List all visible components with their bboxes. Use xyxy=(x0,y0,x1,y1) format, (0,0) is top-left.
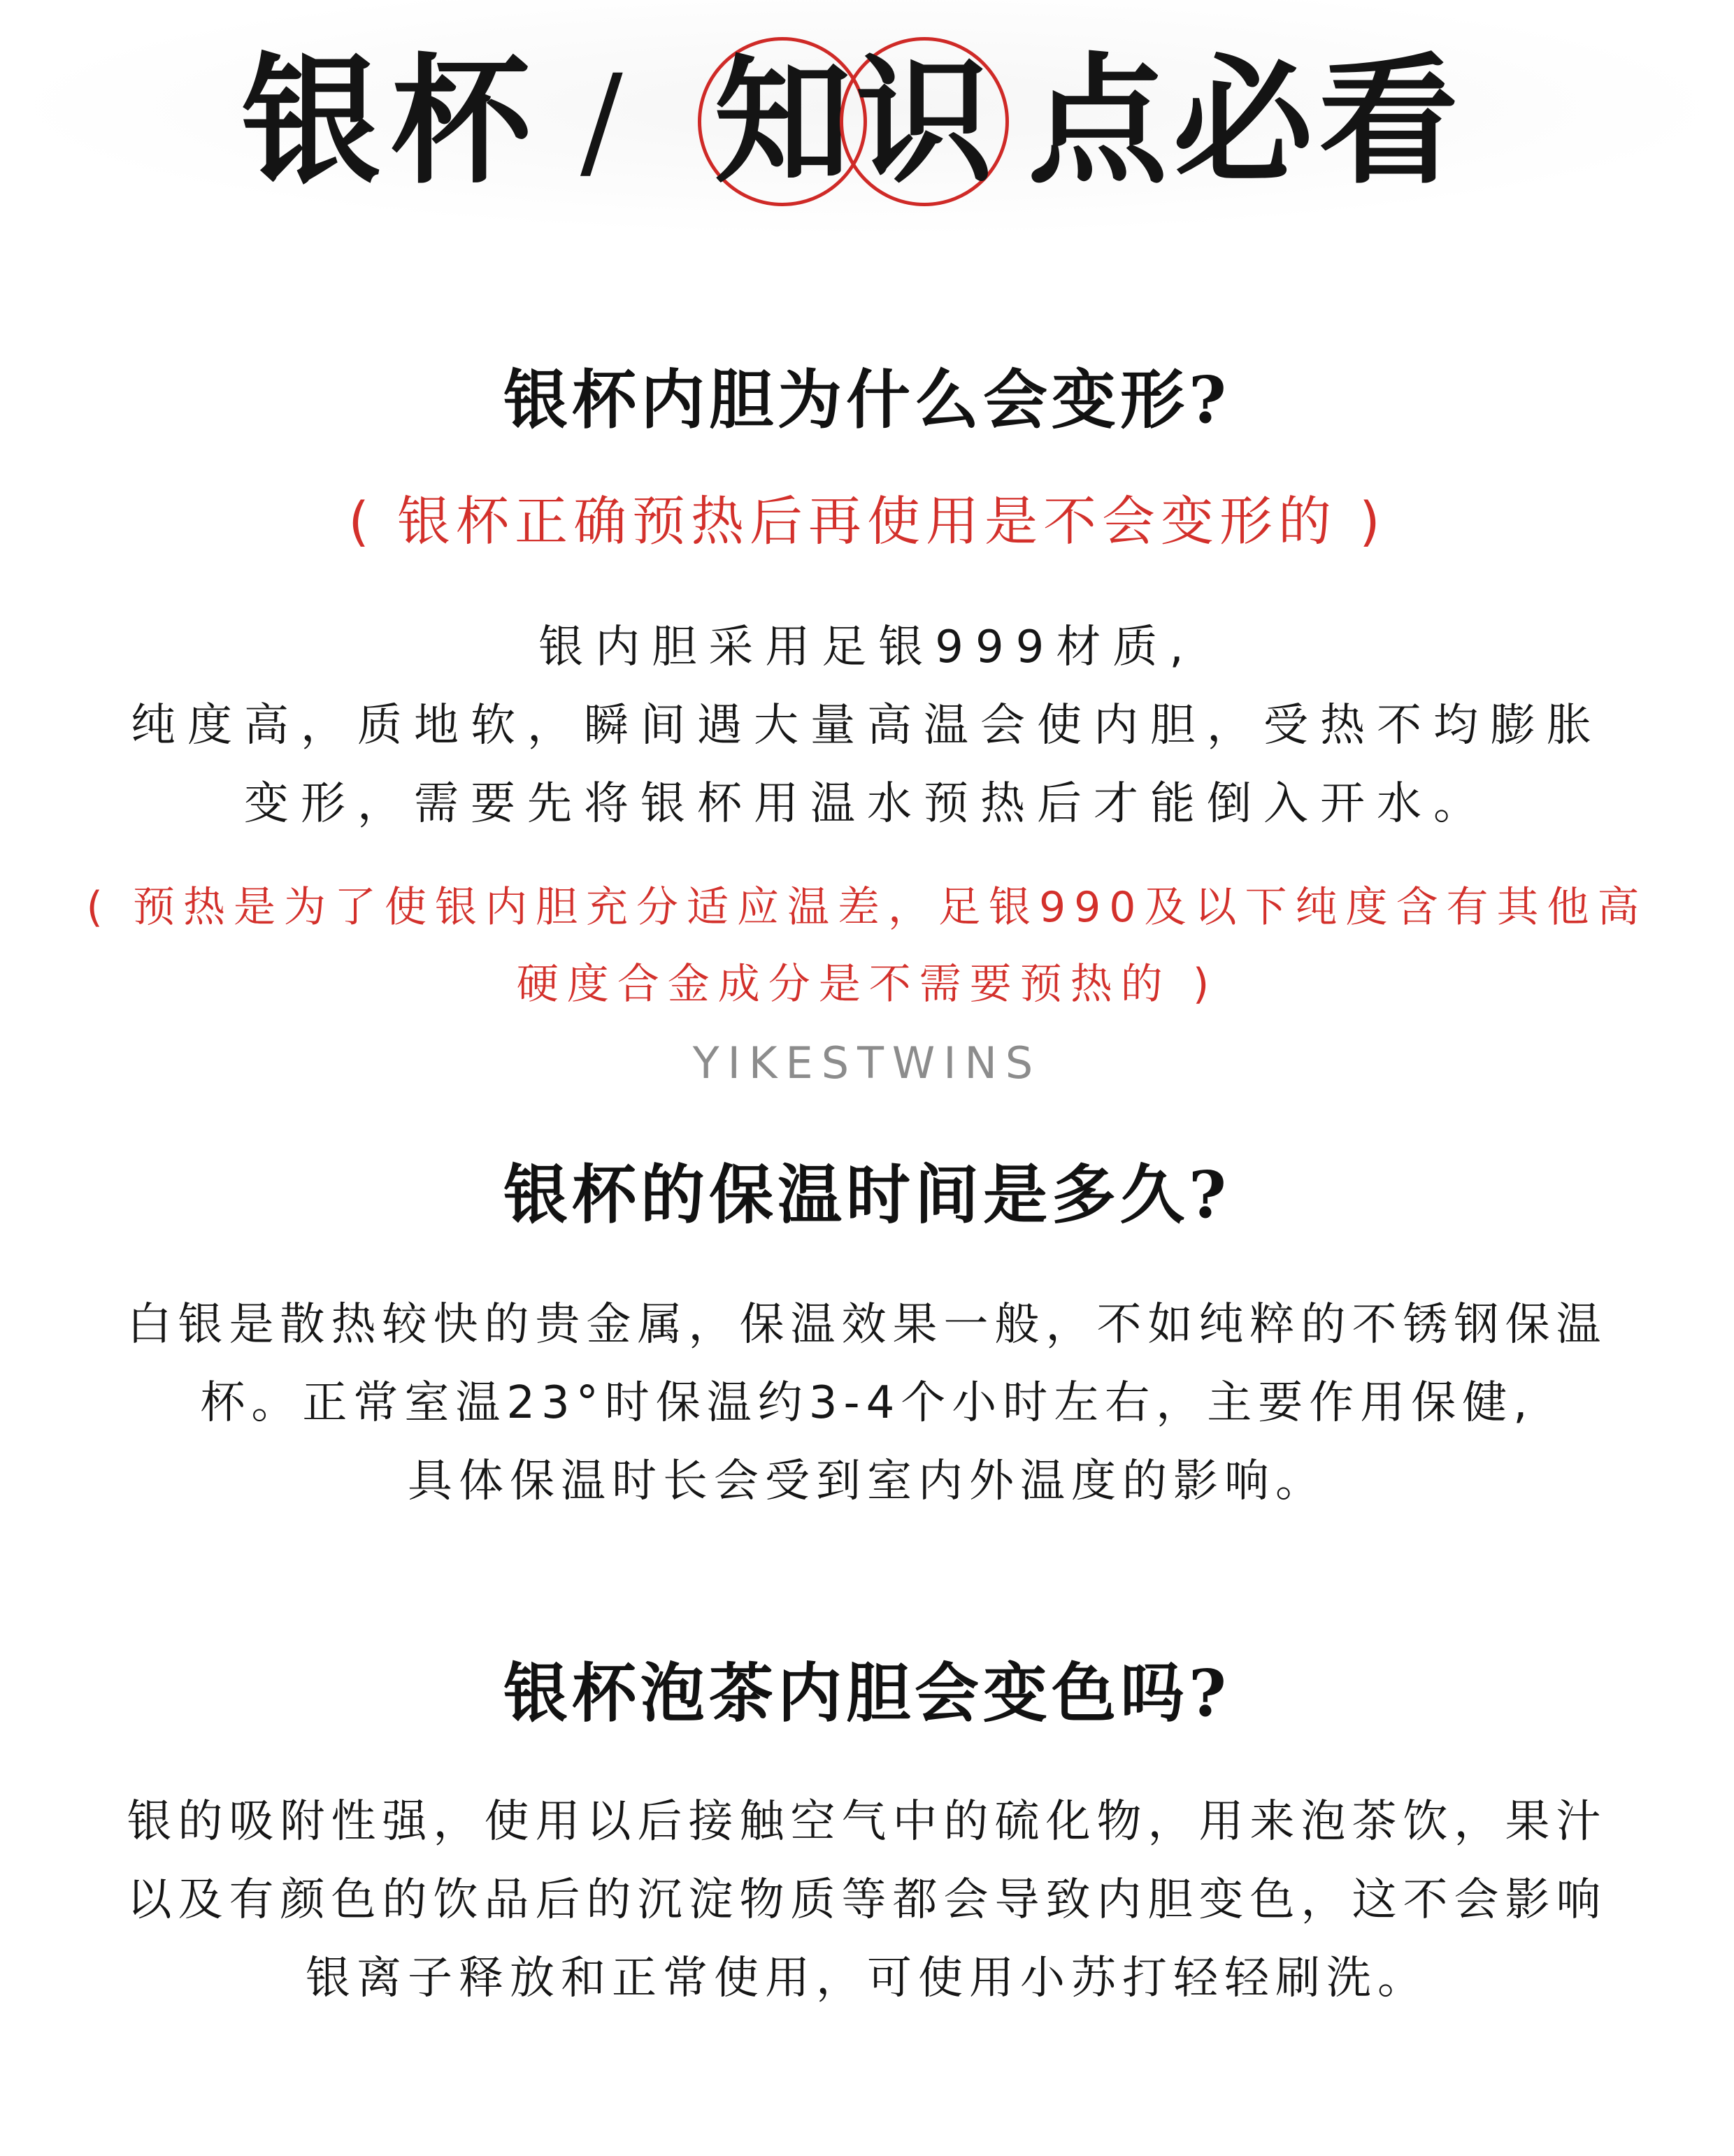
section-1-red-note xyxy=(0,869,1734,1023)
red-circle-mark-zhi: 知 xyxy=(698,37,867,206)
body-line: 变形，需要先将银杯用温水预热后才能倒入开水。 xyxy=(244,778,1490,830)
title-slash: / xyxy=(580,48,623,194)
body-line: 银离子释放和正常使用，可使用小苏打轻轻刷洗。 xyxy=(306,1953,1428,2004)
title-part-must-read: 点必看 xyxy=(1028,39,1465,203)
section-1-red-subtitle: ( 银杯正确预热后再使用是不会变形的 ) xyxy=(348,490,1386,552)
body-line: 银内胆采用足银999材质, xyxy=(538,621,1196,673)
title-part-silver-cup: 银杯 xyxy=(241,39,541,203)
body-line: 银的吸附性强，使用以后接触空气中的硫化物，用来泡茶饮，果汁 xyxy=(127,1796,1607,1848)
red-circle-mark-shi: 识 xyxy=(840,37,1009,206)
note-line: 硬度合金成分是不需要预热的 ) xyxy=(516,960,1218,1009)
body-line: 纯度高，质地软，瞬间遇大量高温会使内胆，受热不均膨胀 xyxy=(131,700,1603,752)
section-3-body xyxy=(0,1783,1734,2018)
body-line: 具体保温时长会受到室内外温度的影响。 xyxy=(408,1456,1326,1507)
body-line: 白银是散热较快的贵金属，保温效果一般，不如纯粹的不锈钢保温 xyxy=(127,1299,1607,1351)
brand-watermark: YIKESTWINS xyxy=(692,1037,1042,1088)
body-line: 以及有颜色的饮品后的沉淀物质等都会导致内胆变色，这不会影响 xyxy=(127,1874,1607,1926)
body-line: 杯。正常室温23°时保温约3-4个小时左右，主要作用保健, xyxy=(200,1377,1534,1429)
section-2-heading: 银杯的保温时间是多久? xyxy=(503,1157,1231,1232)
section-1-heading: 银杯内胆为什么会变形? xyxy=(503,362,1231,438)
note-line: ( 预热是为了使银内胆充分适应温差，足银990及以下纯度含有其他高 xyxy=(86,883,1648,932)
section-1-body xyxy=(0,608,1734,843)
section-2-body xyxy=(0,1286,1734,1521)
section-3-heading: 银杯泡茶内胆会变色吗? xyxy=(503,1655,1231,1731)
